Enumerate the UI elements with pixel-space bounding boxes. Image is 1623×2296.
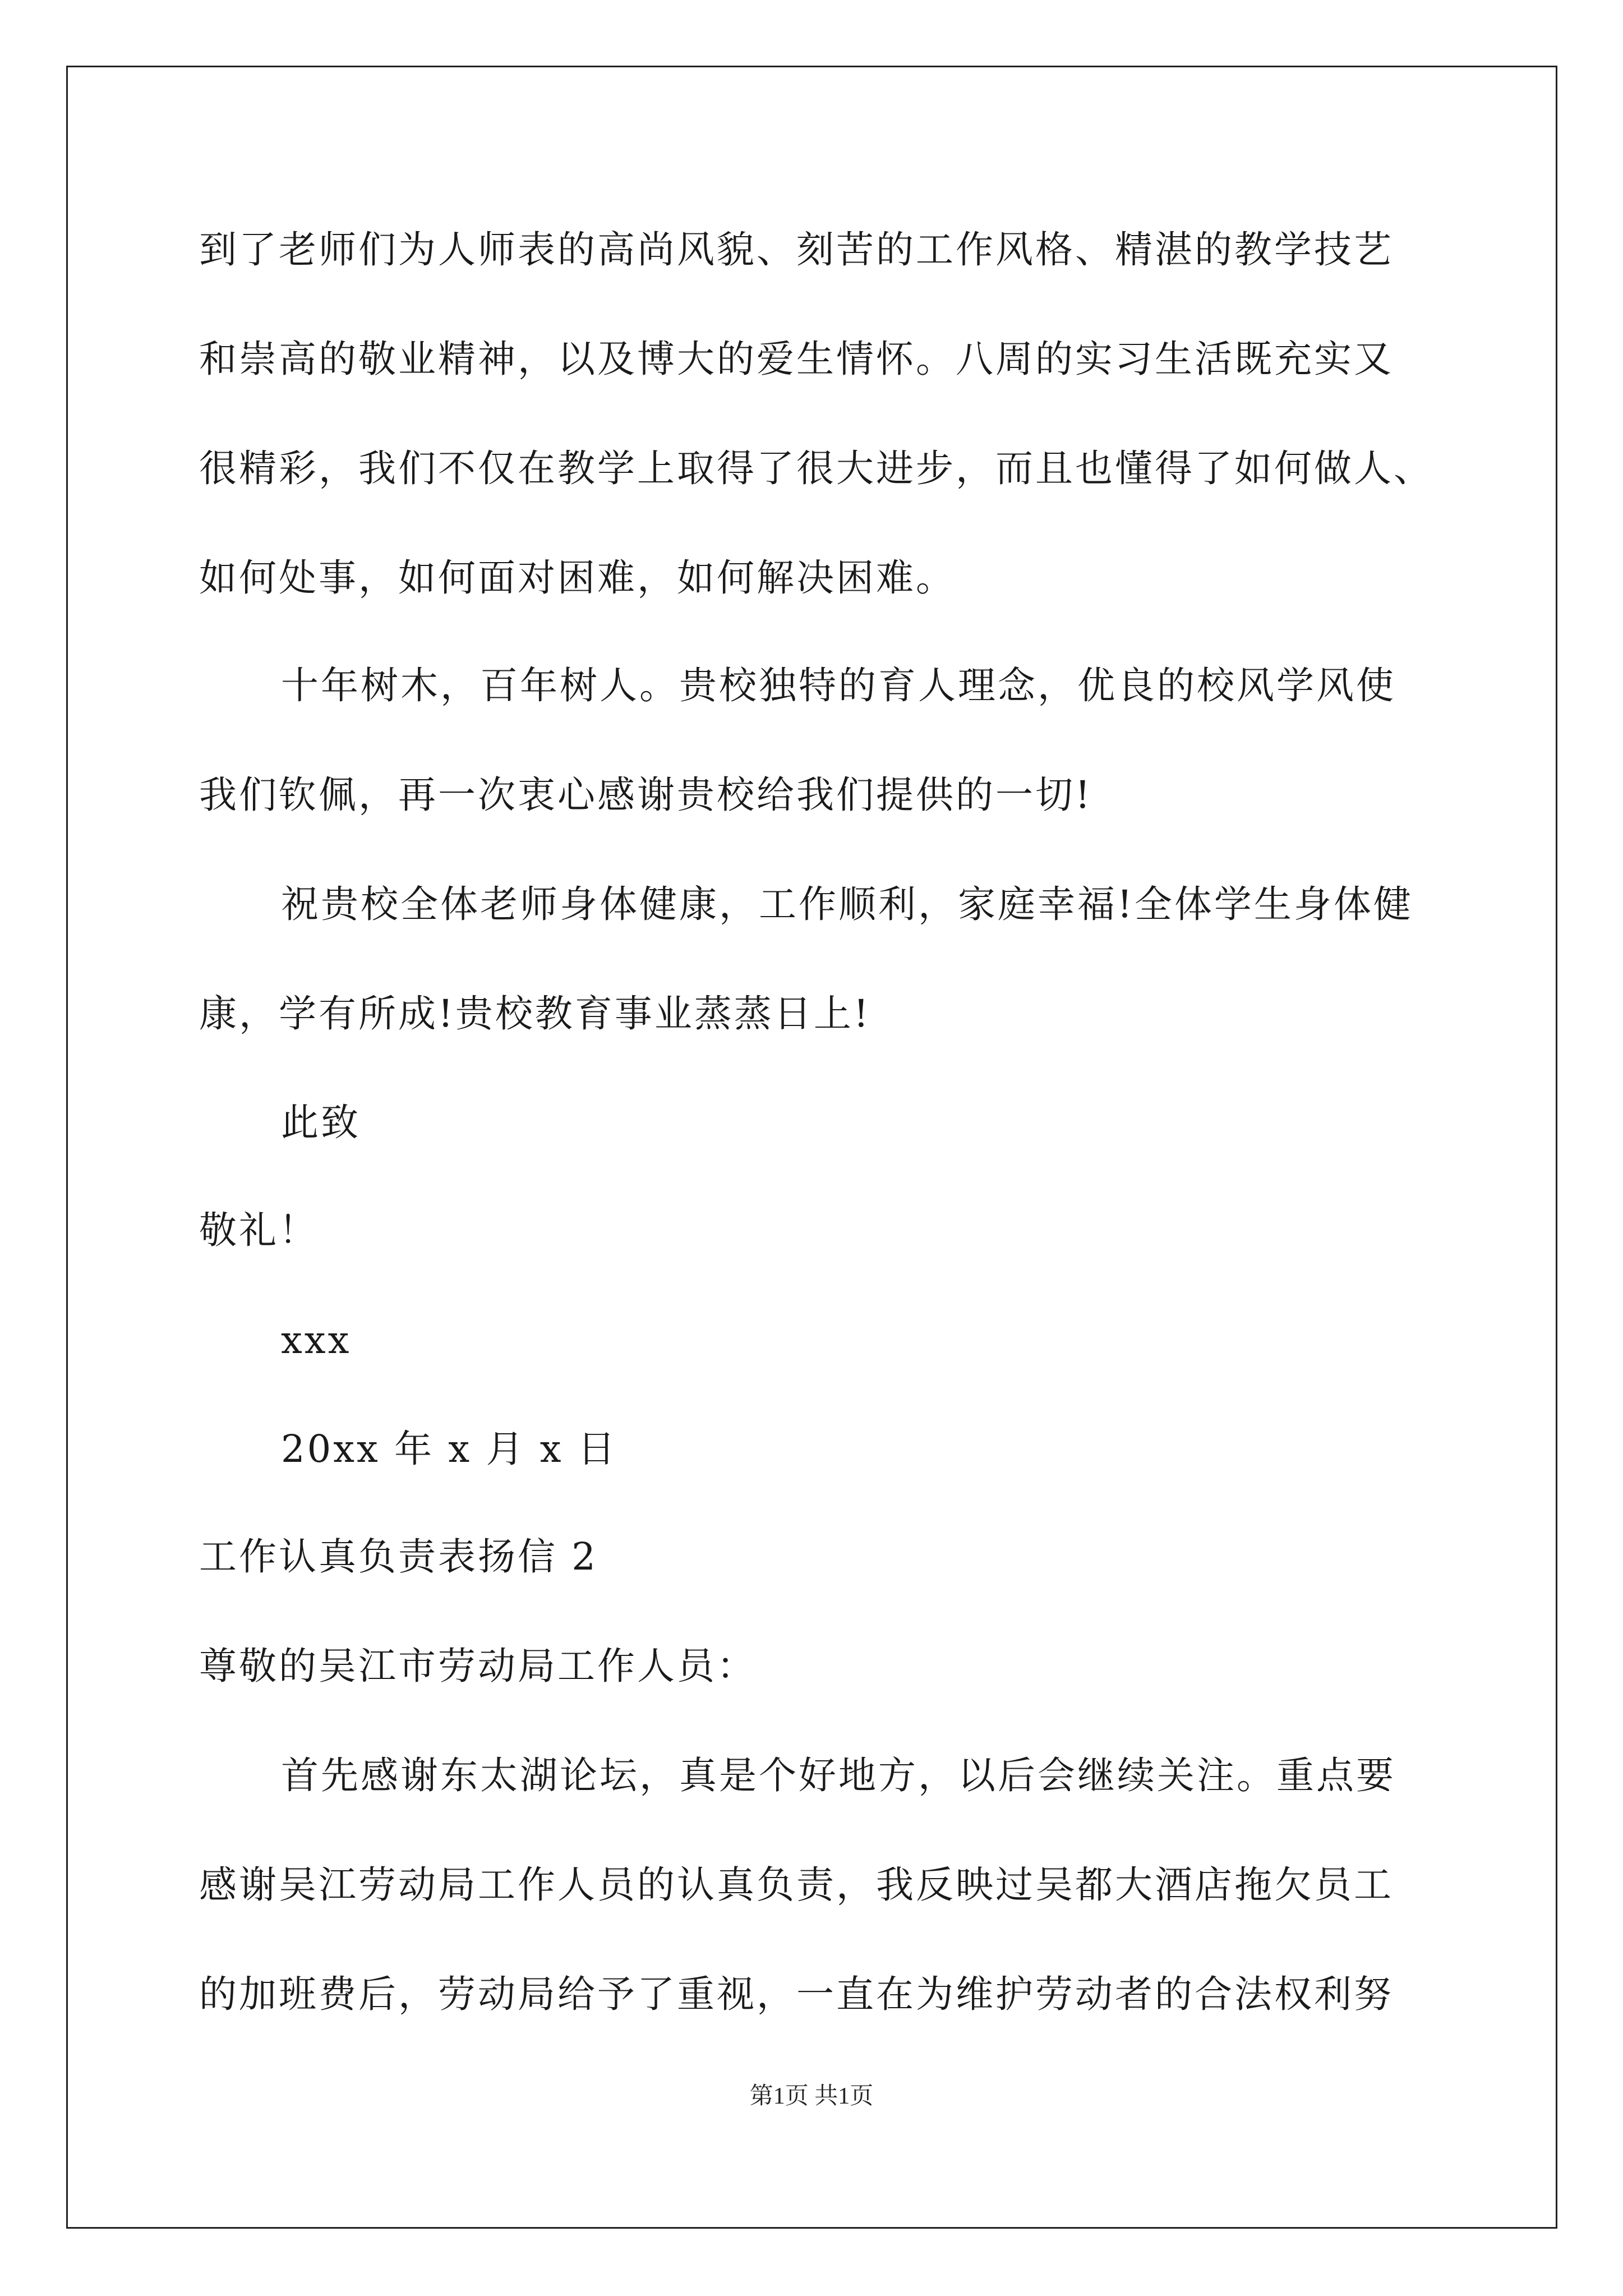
text-line: 很精彩，我们不仅在教学上取得了很大进步，而且也懂得了如何做人、 [199,447,1433,490]
date-line: 20xx 年 x 月 x 日 [281,1427,617,1471]
paragraph-start: 祝贵校全体老师身体健康，工作顺利，家庭幸福!全体学生身体健 [281,882,1413,926]
text-line: 到了老师们为人师表的高尚风貌、刻苦的工作风格、精湛的教学技艺 [199,228,1394,272]
text-line: 的加班费后，劳动局给予了重视，一直在为维护劳动者的合法权利努 [199,1972,1394,2016]
text-line: 和崇高的敬业精神，以及博大的爱生情怀。八周的实习生活既充实又 [199,337,1394,381]
signature: xxx [281,1318,352,1362]
text-line: 康，学有所成!贵校教育事业蒸蒸日上! [199,992,871,1036]
closing-phrase: 此致 [281,1101,361,1144]
page-footer: 第1页 共1页 [749,2083,874,2109]
section-heading: 工作认真负责表扬信 2 [199,1535,598,1579]
text-line: 感谢吴江劳动局工作人员的认真负责，我反映过吴都大酒店拖欠员工 [199,1863,1394,1907]
salutation: 敬礼！ [199,1208,319,1252]
letter-greeting: 尊敬的吴江市劳动局工作人员： [199,1644,757,1688]
text-line: 我们钦佩，再一次衷心感谢贵校给我们提供的一切! [199,773,1092,817]
paragraph-start: 十年树木，百年树人。贵校独特的育人理念，优良的校风学风使 [281,664,1396,707]
paragraph-start: 首先感谢东太湖论坛，真是个好地方，以后会继续关注。重点要 [281,1754,1396,1797]
text-line: 如何处事，如何面对困难，如何解决困难。 [199,556,956,600]
